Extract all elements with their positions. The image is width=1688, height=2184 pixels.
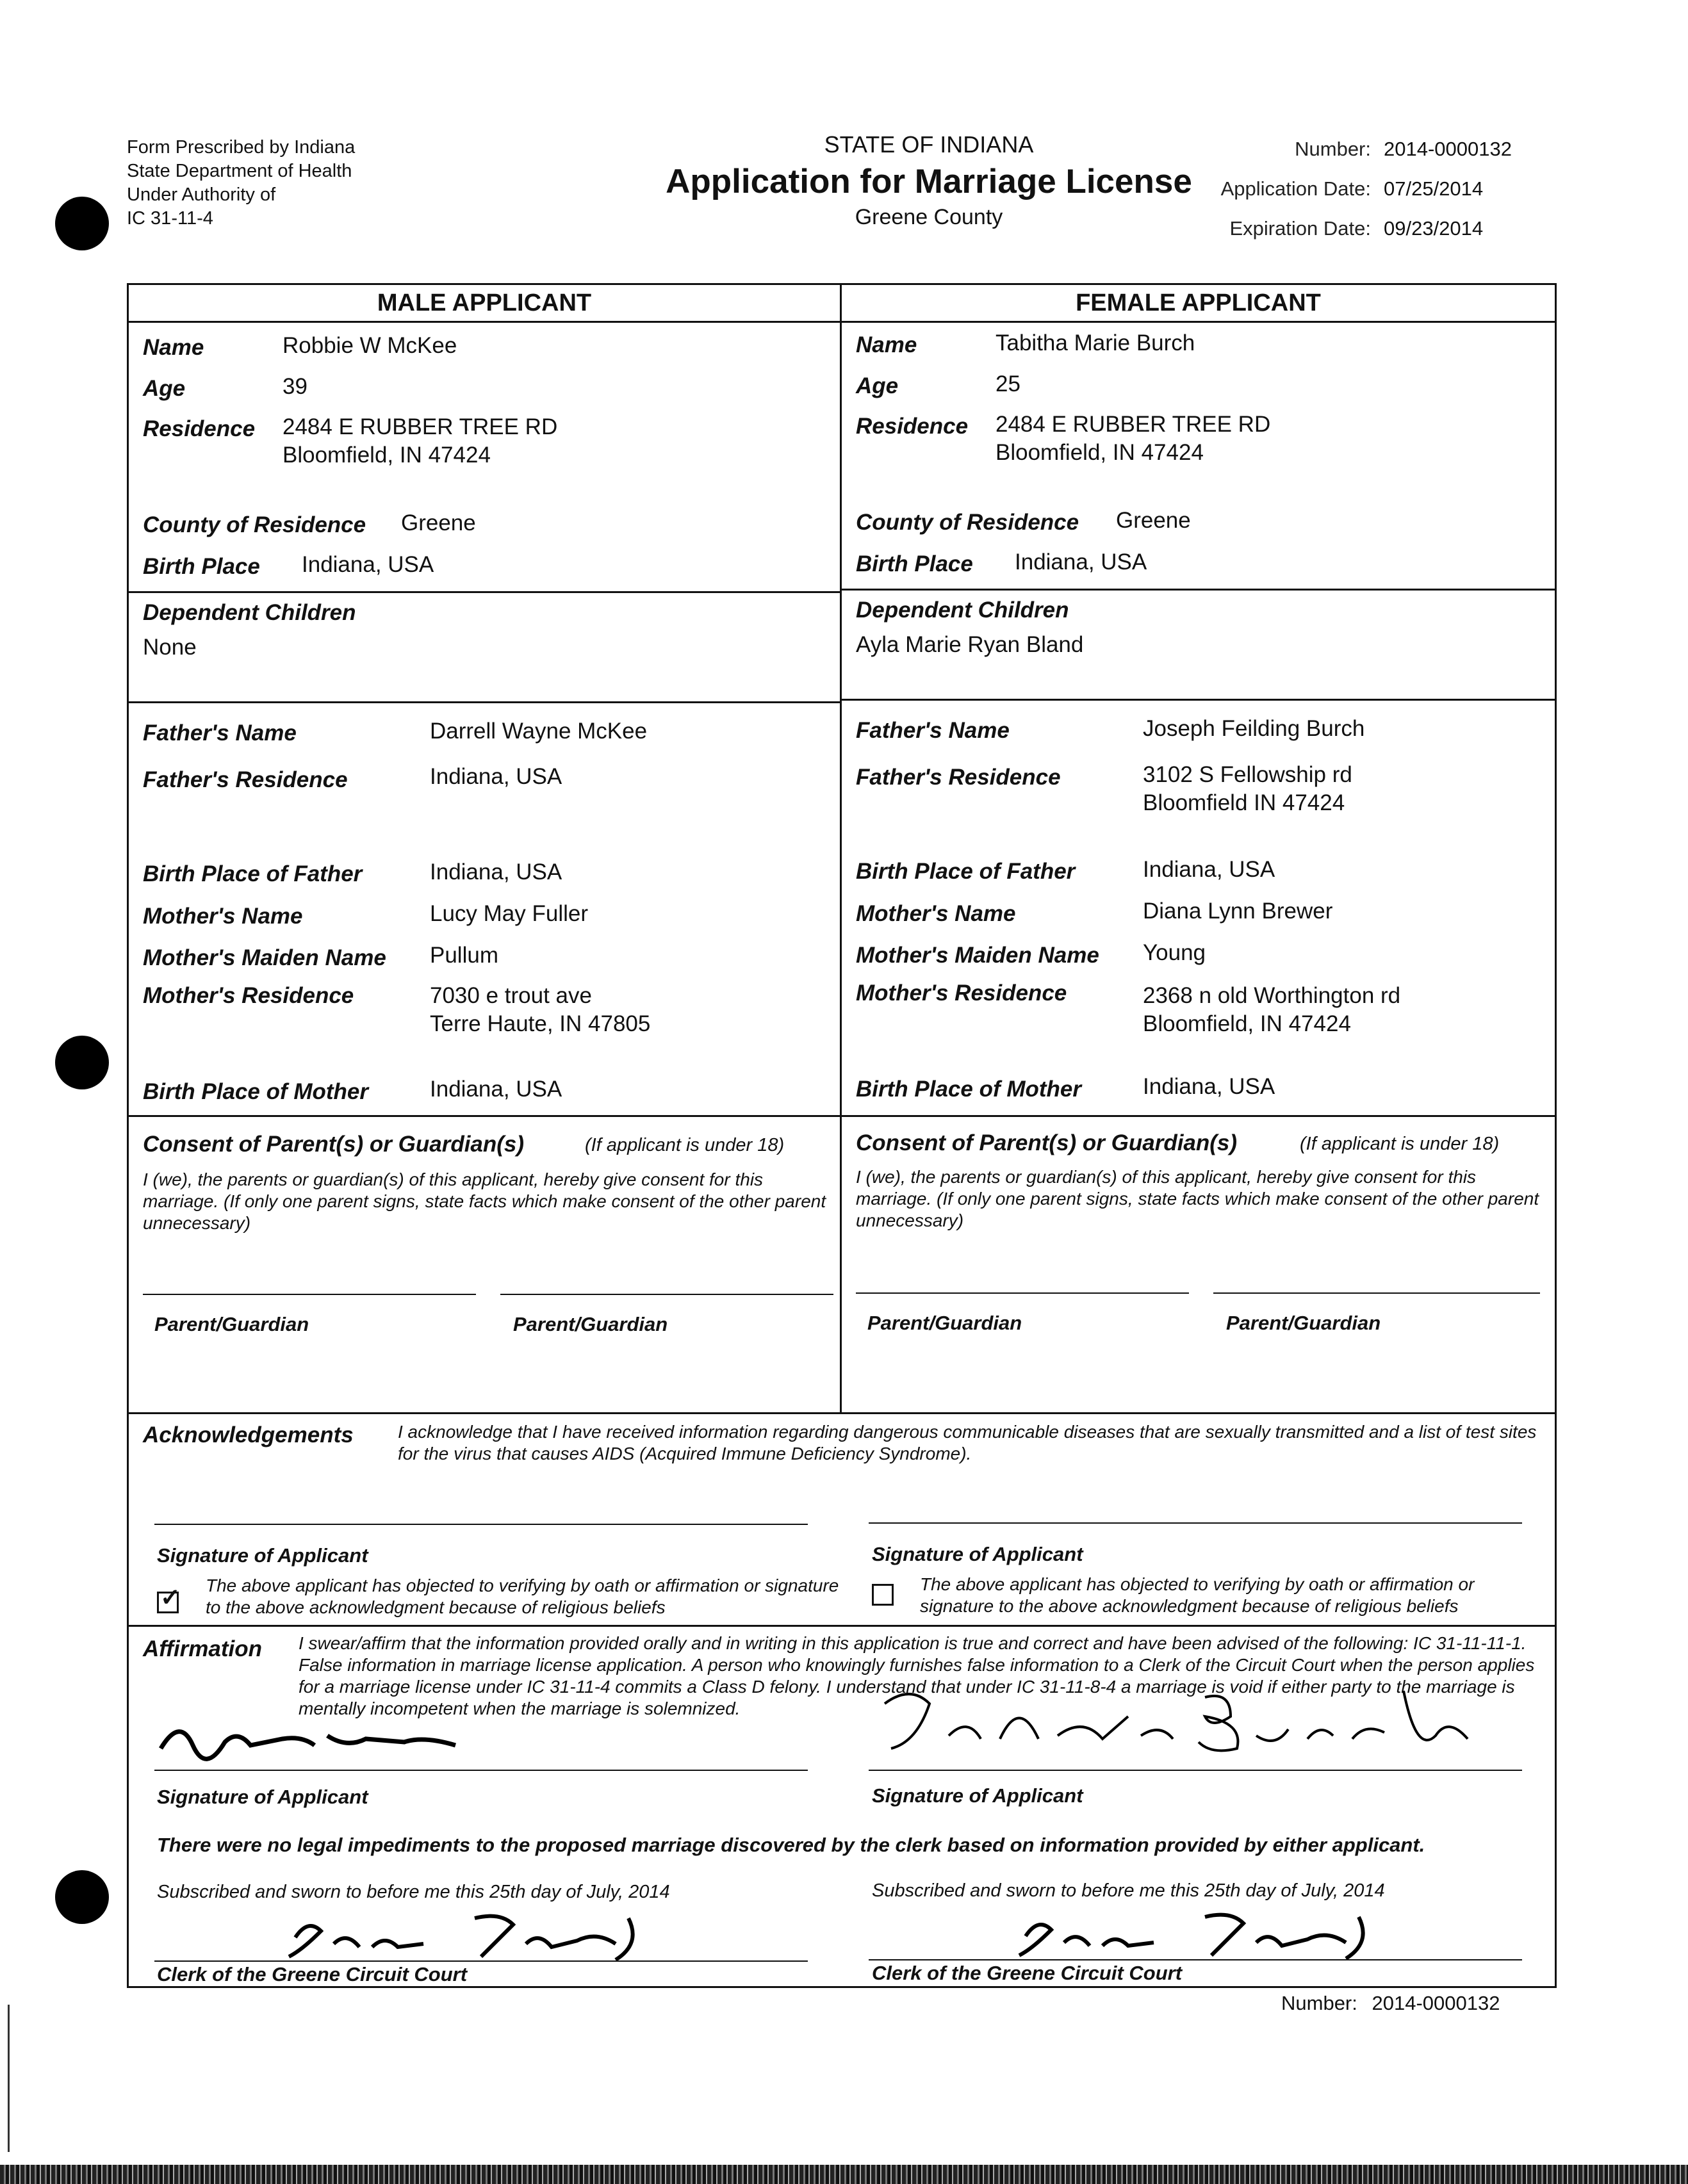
male-mothers-residence-2: Terre Haute, IN 47805	[430, 1011, 651, 1036]
affirmation-label: Affirmation	[143, 1636, 263, 1661]
signature-label: Signature of Applicant	[157, 1786, 368, 1808]
fathers-name-label: Father's Name	[856, 718, 1010, 743]
birth-place-label: Birth Place	[143, 554, 260, 579]
footer-number-value: 2014-0000132	[1372, 1992, 1500, 2014]
parent-guardian-label: Parent/Guardian	[1226, 1312, 1381, 1334]
female-mothers-residence-1: 2368 n old Worthington rd	[1143, 983, 1401, 1008]
residence-label: Residence	[143, 416, 256, 441]
male-fathers-name: Darrell Wayne McKee	[430, 719, 648, 744]
male-age: 39	[283, 374, 307, 399]
female-fathers-residence-1: 3102 S Fellowship rd	[1143, 762, 1352, 787]
male-residence-2: Bloomfield, IN 47424	[283, 443, 491, 468]
male-column	[129, 285, 840, 1412]
county-residence-label: County of Residence	[856, 510, 1079, 535]
female-birth-place-mother: Indiana, USA	[1143, 1074, 1275, 1099]
signature-label: Signature of Applicant	[872, 1543, 1083, 1565]
ack-label: Acknowledgements	[143, 1422, 354, 1447]
fathers-residence-label: Father's Residence	[856, 765, 1061, 790]
prescribed-line-4: IC 31-11-4	[127, 208, 213, 229]
birth-place-mother-label: Birth Place of Mother	[143, 1079, 368, 1104]
female-name: Tabitha Marie Burch	[996, 330, 1195, 355]
parent-signature-line[interactable]	[1213, 1292, 1540, 1294]
name-label: Name	[143, 335, 204, 360]
application-form	[127, 283, 1557, 1988]
mothers-name-label: Mother's Name	[143, 904, 303, 929]
punch-hole-middle	[55, 1036, 109, 1089]
dependent-children-label: Dependent Children	[143, 600, 356, 625]
birth-place-father-label: Birth Place of Father	[143, 861, 363, 886]
applicant-signature-line[interactable]	[869, 1522, 1522, 1524]
male-mothers-name: Lucy May Fuller	[430, 901, 589, 926]
clerk-label: Clerk of the Greene Circuit Court	[872, 1962, 1183, 1984]
female-fathers-name: Joseph Feilding Burch	[1143, 716, 1365, 741]
dependent-children-label: Dependent Children	[856, 598, 1069, 623]
female-age: 25	[996, 371, 1020, 396]
scan-edge-line	[8, 2005, 10, 2152]
female-column	[842, 285, 1555, 1412]
app-date-label: Application Date:	[1220, 177, 1371, 200]
female-mothers-name: Diana Lynn Brewer	[1143, 899, 1333, 924]
subscribed-text: Subscribed and sworn to before me this 25th day of July, 2014	[157, 1882, 670, 1902]
application-date: 07/25/2014	[1384, 177, 1484, 200]
parent-guardian-label: Parent/Guardian	[867, 1312, 1022, 1334]
female-fathers-residence-2: Bloomfield IN 47424	[1143, 790, 1345, 815]
male-mothers-residence-1: 7030 e trout ave	[430, 983, 592, 1008]
fathers-name-label: Father's Name	[143, 721, 297, 746]
female-county: Greene	[1116, 508, 1191, 533]
divider	[842, 1115, 1555, 1117]
state-name: STATE OF INDIANA	[824, 131, 1034, 158]
divider	[842, 589, 1555, 591]
subscribed-text: Subscribed and sworn to before me this 25th day of July, 2014	[872, 1880, 1385, 1901]
male-signature-image	[154, 1710, 462, 1768]
expiration-date: 09/23/2014	[1384, 217, 1484, 240]
consent-text: I (we), the parents or guardian(s) of this applicant, hereby give consent for this marriage. (If only one parent signs, state facts which make consent of the other parent unnecessary)	[856, 1167, 1539, 1230]
prescribed-line-1: Form Prescribed by Indiana	[127, 137, 356, 158]
birth-place-label: Birth Place	[856, 551, 973, 576]
signature-label: Signature of Applicant	[157, 1544, 368, 1567]
male-birth-place-father: Indiana, USA	[430, 860, 562, 884]
page-title: Application for Marriage License	[666, 163, 1192, 200]
male-mothers-maiden: Pullum	[430, 943, 498, 968]
application-number: 2014-0000132	[1384, 138, 1512, 160]
number-label: Number:	[1295, 138, 1371, 160]
birth-place-mother-label: Birth Place of Mother	[856, 1077, 1081, 1102]
scan-noise-strip	[0, 2165, 1688, 2184]
consent-label: Consent of Parent(s) or Guardian(s)	[856, 1130, 1238, 1155]
parent-guardian-label: Parent/Guardian	[513, 1313, 668, 1335]
prescribed-line-3: Under Authority of	[127, 184, 276, 205]
male-objected-checkbox[interactable]	[157, 1585, 181, 1613]
clerk-signature-line[interactable]	[869, 1959, 1522, 1960]
applicant-signature-line[interactable]	[154, 1770, 808, 1771]
punch-hole-bottom	[55, 1870, 109, 1924]
mothers-residence-label: Mother's Residence	[856, 981, 1067, 1006]
male-county: Greene	[401, 510, 476, 535]
parent-guardian-label: Parent/Guardian	[154, 1313, 309, 1335]
divider	[129, 1625, 1555, 1627]
mothers-residence-label: Mother's Residence	[143, 983, 354, 1008]
female-heading: FEMALE APPLICANT	[842, 285, 1555, 323]
name-label: Name	[856, 332, 917, 357]
parent-signature-line[interactable]	[500, 1294, 833, 1295]
clerk-signature-line[interactable]	[154, 1960, 808, 1962]
clerk-label: Clerk of the Greene Circuit Court	[157, 1963, 468, 1985]
footer-number	[1281, 1992, 1500, 2015]
mothers-maiden-label: Mother's Maiden Name	[143, 945, 386, 970]
application-meta	[1179, 138, 1512, 257]
consent-label: Consent of Parent(s) or Guardian(s)	[143, 1132, 525, 1157]
female-birth-place: Indiana, USA	[1015, 550, 1147, 575]
female-signature-image	[872, 1678, 1525, 1761]
prescribed-line-2: State Department of Health	[127, 161, 352, 181]
applicant-signature-line[interactable]	[154, 1524, 808, 1525]
divider	[129, 701, 840, 703]
age-label: Age	[856, 373, 899, 398]
birth-place-father-label: Birth Place of Father	[856, 859, 1076, 884]
male-name: Robbie W McKee	[283, 333, 457, 358]
divider	[129, 1412, 1555, 1414]
form-prescribed-note	[127, 136, 355, 231]
check-mark-icon: ✓	[160, 1585, 181, 1611]
county-name: Greene County	[855, 205, 1003, 229]
signature-label: Signature of Applicant	[872, 1784, 1083, 1807]
female-dependent-children: Ayla Marie Ryan Bland	[856, 632, 1084, 657]
female-residence-1: 2484 E RUBBER TREE RD	[996, 412, 1271, 437]
male-heading: MALE APPLICANT	[129, 285, 840, 323]
divider	[129, 1115, 840, 1117]
affirmation-text: I swear/affirm that the information provided orally and in writing in this application is true and correct and have been advised of the following: IC 31-11-11-1. False information in marriage license application. A person who knowingly furnishes false information to a Clerk of the Circuit Court when the person applies for a marriage license under IC 31-11-4 commits a Class D felony. I understand that under IC 31-11-8-4 a marriage is void if either party to the marriage is mentally incompetent when the marriage is solemnized.	[299, 1633, 1535, 1718]
male-dependent-children: None	[143, 635, 197, 660]
parent-signature-line[interactable]	[856, 1292, 1189, 1294]
age-label: Age	[143, 376, 186, 401]
footer-number-label: Number:	[1281, 1992, 1357, 2014]
punch-hole-top	[55, 197, 109, 250]
female-mothers-maiden: Young	[1143, 940, 1206, 965]
residence-label: Residence	[856, 414, 969, 439]
ack-text: I acknowledge that I have received information regarding dangerous communicable diseases that are sexually transmitted and a list of test sites for the virus that causes AIDS (Acquired Immune Deficiency Syndrome).	[398, 1422, 1537, 1463]
consent-text: I (we), the parents or guardian(s) of this applicant, hereby give consent for this marriage. (If only one parent signs, state facts which make consent of the other parent unnecessary)	[143, 1169, 826, 1233]
divider	[129, 591, 840, 593]
female-objected-text: The above applicant has objected to verifying by oath or affirmation or signature to the above acknowledgment because of religious beliefs	[920, 1574, 1475, 1616]
mothers-name-label: Mother's Name	[856, 901, 1016, 926]
consent-note: (If applicant is under 18)	[1300, 1134, 1500, 1154]
applicant-signature-line[interactable]	[869, 1770, 1522, 1771]
clerk-signature-image	[283, 1905, 641, 1963]
fathers-residence-label: Father's Residence	[143, 767, 348, 792]
male-residence-1: 2484 E RUBBER TREE RD	[283, 414, 558, 439]
clerk-signature-image	[1013, 1904, 1372, 1962]
parent-signature-line[interactable]	[143, 1294, 476, 1295]
female-objected-checkbox[interactable]	[872, 1584, 894, 1606]
male-fathers-residence-1: Indiana, USA	[430, 764, 562, 789]
male-birth-place-mother: Indiana, USA	[430, 1077, 562, 1102]
male-birth-place: Indiana, USA	[302, 552, 434, 577]
divider	[842, 699, 1555, 701]
mothers-maiden-label: Mother's Maiden Name	[856, 943, 1099, 968]
consent-note: (If applicant is under 18)	[585, 1135, 785, 1155]
female-residence-2: Bloomfield, IN 47424	[996, 440, 1204, 465]
exp-date-label: Expiration Date:	[1229, 217, 1371, 240]
impediments-statement: There were no legal impediments to the proposed marriage discovered by the clerk based on information provided by either applicant.	[157, 1834, 1425, 1856]
female-birth-place-father: Indiana, USA	[1143, 857, 1275, 882]
female-mothers-residence-2: Bloomfield, IN 47424	[1143, 1011, 1351, 1036]
county-residence-label: County of Residence	[143, 512, 366, 537]
male-objected-text: The above applicant has objected to verifying by oath or affirmation or signature to the above acknowledgment because of religious beliefs	[206, 1576, 839, 1617]
